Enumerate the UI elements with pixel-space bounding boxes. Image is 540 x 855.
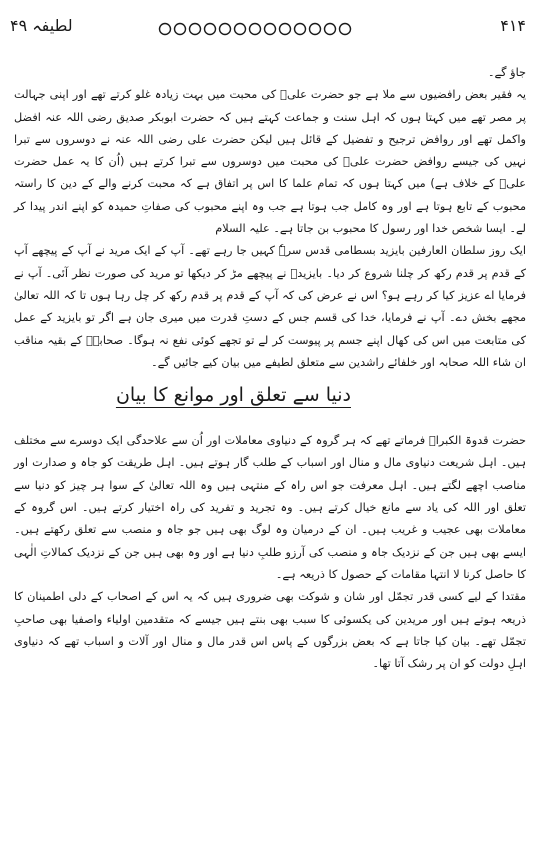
paragraph: حضرت قدوۃ الکبراؒ فرماتے تھے کہ ہر گروہ کے دنیاوی معاملات اور اُن سے علاحدگی ایک دوسرے سے مختلف ہیں۔ اہل شریعت دنیاوی مال و منال اور اسباب کے طلب گار ہوتے ہیں۔ اہل طریقت کو جاہ و صدارت اور مناصب اچھے لگتے ہیں۔ اہل معرفت جو اس راہ کے منتہی ہیں وہ اللہ تعالیٰ کے سوا ہر چیز کو دنیا سے تعلق اور اللہ کی یاد سے مانع خیال کرتے ہیں۔ وہ تجرید و تفرید کی راہ اختیار کرتے ہیں۔ اس گروہ کے معاملات بھی عجیب و غریب ہیں۔ ان کے درمیان وہ لوگ بھی ہیں جو جاہ و منصب سے تعلق رکھتے ہیں۔ ایسے بھی ہیں جن کے نزدیک جاہ و منصب کی آرزو طلبِ دنیا ہے اور وہ بھی ہیں جن کے نزدیک کمالاتِ الٰہی کا حاصل کرنا لا انتہا مقامات کے حصول کا ذریعہ ہے۔: [14, 434, 526, 581]
chain-link: [295, 24, 306, 35]
chain-link: [325, 24, 336, 35]
chain-link: [205, 24, 216, 35]
chain-link: [160, 24, 171, 35]
chain-link: [175, 24, 186, 35]
decorative-chain-ornament: [158, 22, 353, 36]
page-number: ۴۱۴: [500, 16, 526, 35]
paragraph: یہ فقیر بعض رافضیوں سے ملا ہے جو حضرت علیؓ کی محبت میں بہت زیادہ غلو کرتے تھے اور اپنی جہالت پر مصر تھے میں کہتا ہوں کہ اہل سنت و جماعت کہتے ہیں کہ حضرت ابوبکر صدیق رضی اللہ عنہ افضل واکمل تھے اور روافض ترجیح و تفضیل کے قائل ہیں لیکن حضرت علی رضی اللہ عنہ نے دوسروں سے تبرا نہیں کی جیسے روافض حضرت علیؓ کی محبت میں دوسروں سے تبرا کرتے ہیں (اُن کا یہ عمل حضرت علیؓ کے خلاف ہے) میں کہتا ہوں کہ تمام علما کا اس پر اتفاق ہے کہ محبت کرنے والے کے دین کا راستہ محبوب کے تابع ہوتا ہے اور وہ کامل جب ہوتا ہے جب وہ اپنے محبوب کی صفاتِ حمیدہ کو اپنے اندر پیدا کر لے۔ ایسا شخص خدا اور رسول کا محبوب بن جاتا ہے۔ علیہ السلام: [14, 88, 527, 236]
chain-link: [235, 24, 246, 35]
chain-link: [265, 24, 276, 35]
paragraph: جاؤ گے۔: [487, 66, 526, 79]
chain-link: [340, 24, 351, 35]
chain-link: [190, 24, 201, 35]
chain-link: [310, 24, 321, 35]
page-body: [14, 62, 526, 675]
chain-link: [280, 24, 291, 35]
chain-link: [220, 24, 231, 35]
section-heading: دنیا سے تعلق اور موانع کا بیان: [115, 384, 351, 407]
page-header: [0, 0, 540, 48]
paragraph: ایک روز سلطان العارفین بایزید بسطامی قدس سرہٗ کہیں جا رہے تھے۔ آپ کے ایک مرید نے آپ کے پیچھے آپ کے قدم پر قدم رکھ کر چلنا شروع کر دیا۔ بایزیدؒ نے پیچھے مڑ کر دیکھا تو مرید کی صورت نظر آئی۔ آپ نے فرمایا اے عزیز کیا کر رہے ہو؟ اس نے عرض کی کہ آپ کے قدم پر قدم رکھ کر چل رہا ہوں تا کہ اللہ تعالیٰ مجھے بخش دے۔ آپ نے فرمایا، خدا کی قسم جس کے دستِ قدرت میں میری جان ہے اگر تو بایزید کے عمل کی متابعت میں اس کی کھال اپنے جسم پر پیوست کر لے تو تجھے کوئی نفع نہ ہوگا۔ صحابہؓ کے بقیہ مناقب ان شاء اللہ صحابہ اور خلفائے راشدین سے متعلق لطیفے میں بیان کیے جائیں گے۔: [14, 244, 526, 369]
paragraph: مقتدا کے لیے کسی قدر تجمّل اور شان و شوکت بھی ضروری ہیں کہ یہ اس کے اصحاب کے دلی اطمینان کا ذریعہ ہوتے ہیں اور مریدین کی یکسوئی کا سبب بھی بنتے ہیں جیسے کہ متقدمین اولیاء واصفیا بھی صاحبِ تجمّل تھے۔ بیان کیا جاتا ہے کہ بعض بزرگوں کے پاس اس قدر مال و منال اور آلات و اسباب تھے کہ دنیاوی اہلِ دولت کو ان پر رشک آتا تھا۔: [14, 590, 526, 671]
chain-link: [250, 24, 261, 35]
section-title: لطیفہ ۴۹: [10, 16, 73, 35]
